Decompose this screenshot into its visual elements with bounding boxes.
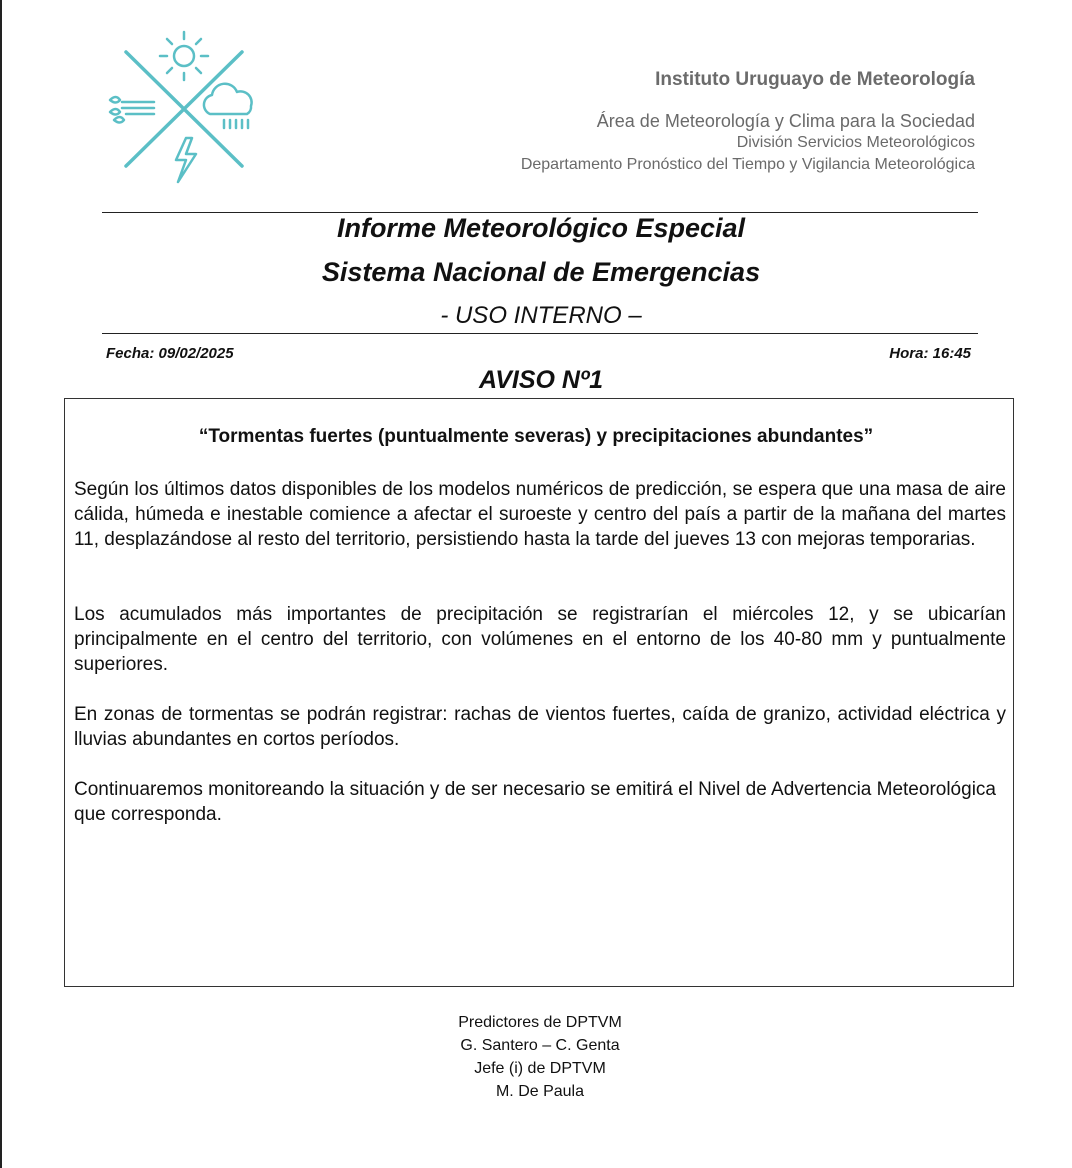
notice-paragraph: Continuaremos monitoreando la situación y de ser necesario se emitirá el Nivel de Advertencia Meteorológica que corresponda.	[74, 779, 996, 825]
report-date: Fecha: 09/02/2025	[106, 345, 234, 362]
usage-label: - USO INTERNO –	[440, 302, 642, 329]
signature-chief-name: M. De Paula	[495, 1083, 585, 1100]
sun-icon	[160, 32, 208, 80]
wind-icon	[110, 97, 154, 123]
institute-area: Área de Meteorología y Clima para la Sociedad	[596, 111, 975, 131]
report-subtitle: Sistema Nacional de Emergencias	[321, 257, 761, 287]
lightning-icon	[176, 138, 196, 182]
notice-paragraph: En zonas de tormentas se podrán registrar: rachas de vientos fuertes, caída de granizo, actividad eléctrica y lluvias abundantes en cortos períodos.	[74, 704, 1006, 750]
page-frame-edge	[0, 0, 2, 1168]
institute-department: Departamento Pronóstico del Tiempo y Vigilancia Meteorológica	[520, 156, 975, 173]
signature-forecasters-names: G. Santero – C. Genta	[460, 1037, 620, 1054]
institute-division: División Servicios Meteorológicos	[736, 134, 975, 151]
institute-name: Instituto Uruguayo de Meteorología	[655, 69, 975, 90]
report-title: Informe Meteorológico Especial	[336, 213, 746, 243]
rain-cloud-icon	[204, 84, 252, 128]
notice-number: AVISO Nº1	[479, 366, 603, 394]
notice-paragraph: Los acumulados más importantes de precipitación se registrarían el miércoles 12, y se ubicarían principalmente en el centro del territorio, con volúmenes en el entorno de los 40-80 mm y puntualmente superiores.	[74, 604, 1006, 675]
notice-headline: “Tormentas fuertes (puntualmente severas) y precipitaciones abundantes”	[198, 426, 874, 447]
inumet-logo	[104, 28, 270, 188]
title-divider	[102, 333, 978, 334]
signature-forecasters-title: Predictores de DPTVM	[458, 1014, 622, 1031]
signature-chief-title: Jefe (i) de DPTVM	[474, 1060, 606, 1077]
notice-paragraph: Según los últimos datos disponibles de los modelos numéricos de predicción, se espera que una masa de aire cálida, húmeda e inestable comience a afectar el suroeste y centro del país a partir de la mañana del martes 11, desplazándose al resto del territorio, persistiendo hasta la tarde del jueves 13 con mejoras temporarias.	[74, 479, 1006, 550]
report-time: Hora: 16:45	[889, 345, 971, 362]
